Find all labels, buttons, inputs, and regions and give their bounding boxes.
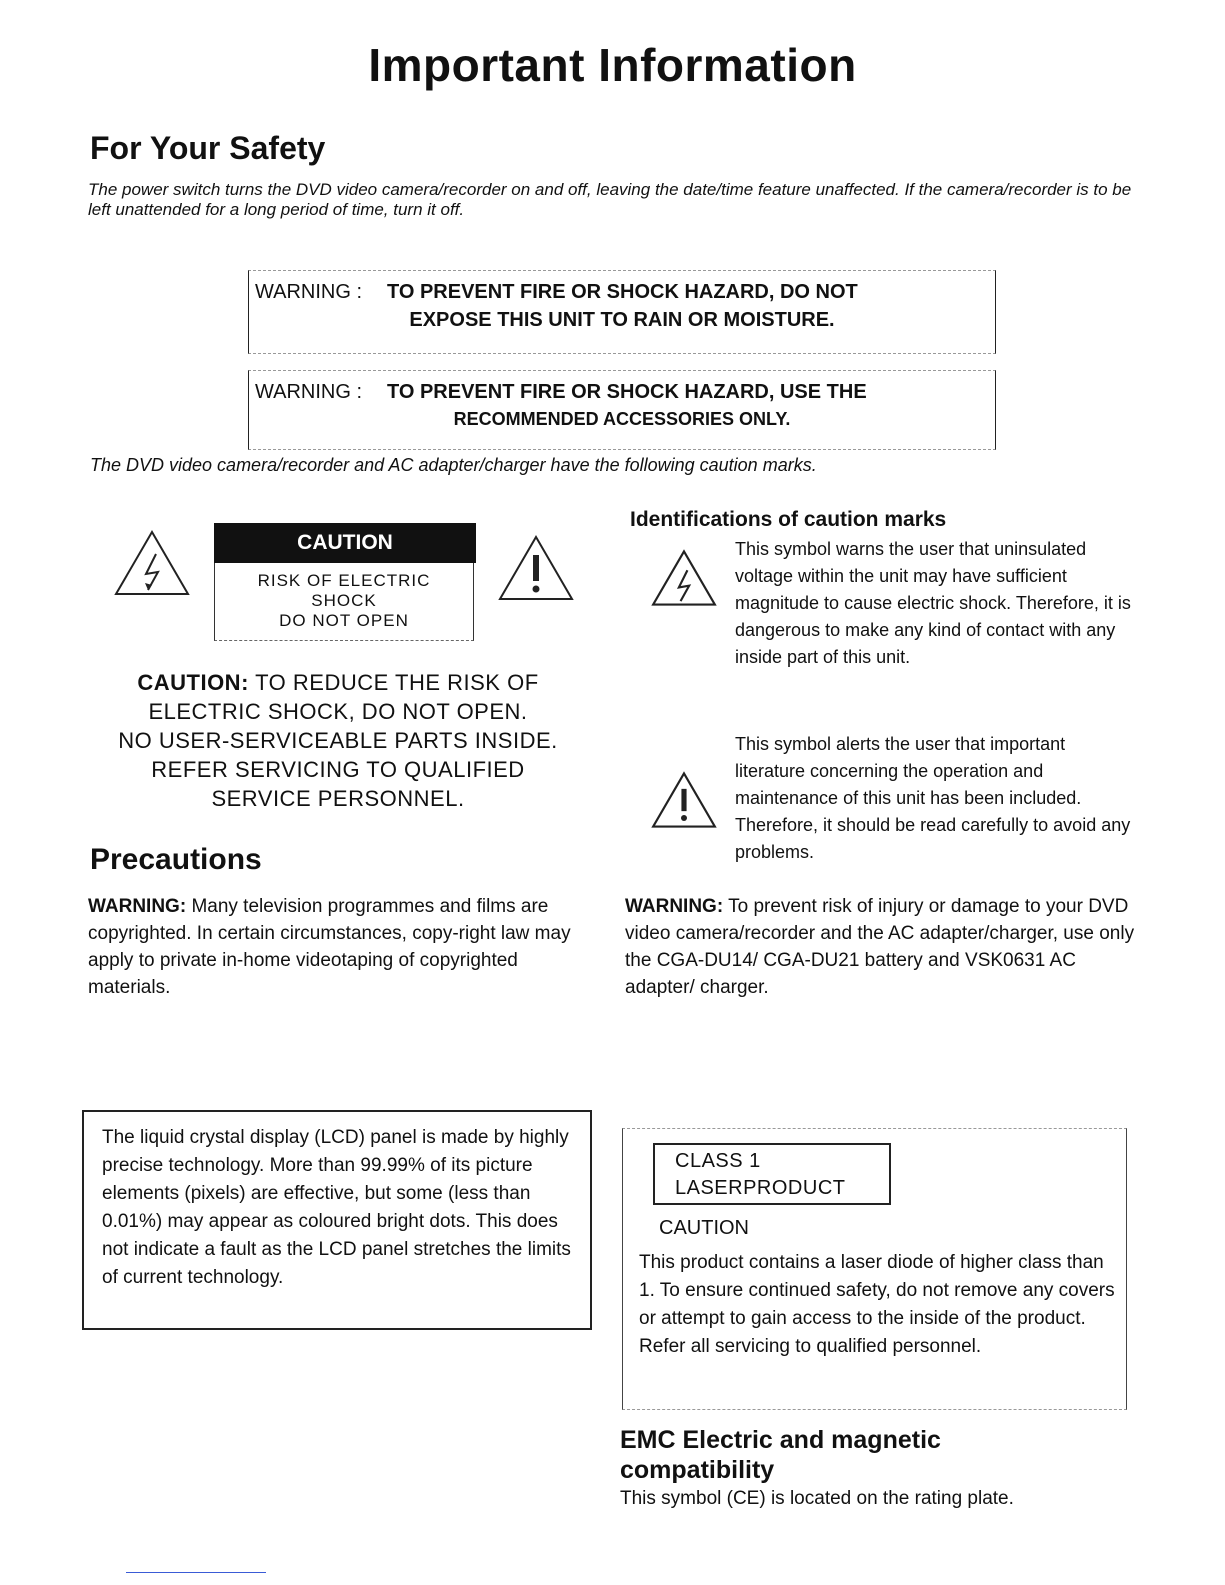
- laser-class-line: LASERPRODUCT: [675, 1177, 846, 1199]
- warning-box-accessories: [248, 370, 996, 450]
- caution-statement-line: ELECTRIC SHOCK, DO NOT OPEN.: [148, 699, 528, 724]
- warning-prefix: WARNING :: [255, 381, 363, 403]
- precautions-heading: Precautions: [90, 843, 262, 876]
- laser-caution-heading: CAUTION: [659, 1217, 749, 1239]
- exclamation-warning-icon: [648, 770, 720, 830]
- caution-statement-line: REFER SERVICING TO QUALIFIED: [151, 757, 525, 782]
- accessories-warning-text: To prevent risk of injury or damage to your DVD video camera/recorder and the AC adapter/charger, use only the CGA-DU14/ CGA-DU21 battery and VSK0631 AC adapter/ charger.: [625, 896, 1135, 998]
- identification-shock-text: This symbol warns the user that uninsulated voltage within the unit may have sufficient magnitude to cause electric shock. Therefore, it is dangerous to make any kind of contact with any inside part of this unit.: [735, 539, 1131, 667]
- caution-label-line: RISK OF ELECTRIC: [257, 571, 431, 590]
- electric-shock-warning-icon: [648, 548, 720, 608]
- caution-statement-line: NO USER-SERVICEABLE PARTS INSIDE.: [118, 728, 558, 753]
- caution-label-body: [214, 563, 474, 641]
- footer-underline: [126, 1572, 266, 1573]
- caution-label-line: SHOCK: [311, 591, 377, 610]
- laser-caution-text: This product contains a laser diode of higher class than 1. To ensure continued safety, do not remove any covers or attempt to gain access to the inside of the product. Refer all servicing to qualified personnel.: [639, 1252, 1115, 1357]
- precautions-warning-label: WARNING:: [88, 896, 187, 917]
- precautions-paragraph: [88, 893, 598, 1001]
- safety-paragraph: The power switch turns the DVD video camera/recorder on and off, leaving the date/time feature unaffected. If the camera/recorder is to be left unattended for a long period of time, turn it off.: [88, 180, 1132, 219]
- precautions-warning-text: Many television programmes and films are copyrighted. In certain circumstances, copy-right law may apply to private in-home videotaping of copyrighted materials.: [88, 896, 571, 998]
- emc-text: This symbol (CE) is located on the rating plate.: [620, 1488, 1014, 1509]
- exclamation-warning-icon: [496, 533, 576, 603]
- caution-statement-line: SERVICE PERSONNEL.: [211, 786, 465, 811]
- caution-marks-intro: The DVD video camera/recorder and AC adapter/charger have the following caution marks.: [90, 455, 817, 475]
- safety-heading: For Your Safety: [90, 130, 326, 166]
- lcd-note-box: [82, 1110, 592, 1330]
- electric-shock-warning-icon: [112, 528, 192, 598]
- caution-statement-label: CAUTION:: [137, 670, 249, 695]
- caution-label: [214, 523, 476, 641]
- caution-statement: [88, 668, 588, 813]
- caution-label-line: DO NOT OPEN: [279, 611, 409, 630]
- caution-statement-line: TO REDUCE THE RISK OF: [255, 670, 539, 695]
- laser-class-label: [653, 1143, 891, 1205]
- emc-heading: EMC Electric and magnetic compatibility: [620, 1426, 941, 1484]
- warning-box-moisture: [248, 270, 996, 354]
- laser-class-line: CLASS 1: [675, 1150, 761, 1172]
- caution-label-title: CAUTION: [214, 523, 476, 563]
- warning-line: RECOMMENDED ACCESSORIES ONLY.: [453, 409, 791, 429]
- accessories-warning-label: WARNING:: [625, 896, 724, 917]
- page-title: Important Information: [368, 39, 857, 91]
- warning-line: EXPOSE THIS UNIT TO RAIN OR MOISTURE.: [409, 309, 835, 331]
- identification-literature-text: This symbol alerts the user that important literature concerning the operation and maintenance of this unit has been included. Therefore, it should be read carefully to avoid any problems.: [735, 734, 1131, 862]
- warning-prefix: WARNING :: [255, 281, 363, 303]
- identifications-heading: Identifications of caution marks: [630, 508, 947, 531]
- warning-line: TO PREVENT FIRE OR SHOCK HAZARD, DO NOT: [387, 281, 858, 303]
- lcd-note-text: The liquid crystal display (LCD) panel is made by highly precise technology. More than 99.99% of its picture elements (pixels) are effective, but some (less than 0.01%) may appear as coloured bright dots. This does not indicate a fault as the LCD panel stretches the limits of current technology.: [102, 1127, 571, 1288]
- laser-product-box: [622, 1128, 1127, 1410]
- warning-line: TO PREVENT FIRE OR SHOCK HAZARD, USE THE: [387, 381, 867, 403]
- accessories-warning-paragraph: [625, 893, 1135, 1001]
